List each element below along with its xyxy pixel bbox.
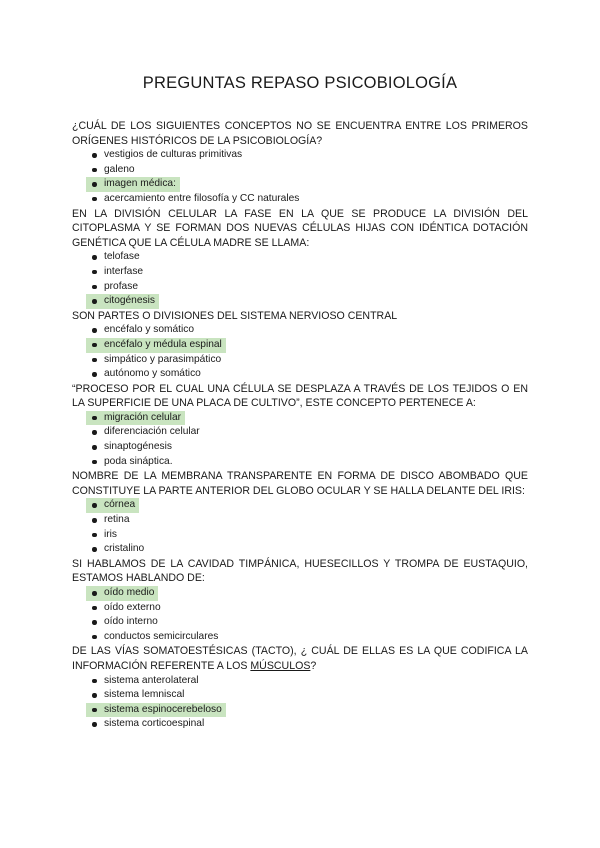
answer-option: cristalino xyxy=(90,542,528,557)
question-block-4 xyxy=(72,382,528,470)
answer-option: interfase xyxy=(90,265,528,280)
answer-option: sistema anterolateral xyxy=(90,674,528,689)
answer-option: sistema lemniscal xyxy=(90,688,528,703)
answer-option: sinaptogénesis xyxy=(90,440,528,455)
answer-option-correct: imagen médica: xyxy=(90,177,528,192)
document-title: PREGUNTAS REPASO PSICOBIOLOGÍA xyxy=(142,74,458,92)
question-text: DE LAS VÍAS SOMATOESTÉSICAS (TACTO), ¿ CUÁL DE ELLAS ES LA QUE CODIFICA LA INFORMACIÓN REFERENTE A LOS MÚSCULOS? xyxy=(72,645,528,672)
answer-list xyxy=(72,250,528,308)
answer-option: acercamiento entre filosofía y CC naturales xyxy=(90,192,528,207)
answer-option-correct: migración celular xyxy=(90,411,528,426)
question-block-6 xyxy=(72,557,528,645)
answer-option: oído externo xyxy=(90,601,528,616)
answer-option: poda sináptica. xyxy=(90,455,528,470)
answer-option: autónomo y somático xyxy=(90,367,528,382)
answer-list xyxy=(72,323,528,381)
answer-list xyxy=(72,674,528,732)
answer-list xyxy=(72,586,528,644)
answer-option: diferenciación celular xyxy=(90,425,528,440)
answer-option-correct: encéfalo y médula espinal xyxy=(90,338,528,353)
answer-option: conductos semicirculares xyxy=(90,630,528,645)
question-block-5 xyxy=(72,469,528,557)
answer-option-correct: oído medio xyxy=(90,586,528,601)
answer-option: galeno xyxy=(90,163,528,178)
answer-list xyxy=(72,498,528,556)
answer-option: vestigios de culturas primitivas xyxy=(90,148,528,163)
question-text: SON PARTES O DIVISIONES DEL SISTEMA NERVIOSO CENTRAL xyxy=(72,309,398,322)
answer-list xyxy=(72,148,528,206)
answer-list xyxy=(72,411,528,469)
question-block-1 xyxy=(72,119,528,207)
answer-option: retina xyxy=(90,513,528,528)
question-text: EN LA DIVISIÓN CELULAR LA FASE EN LA QUE SE PRODUCE LA DIVISIÓN DEL CITOPLASMA Y SE FORMAN DOS NUEVAS CÉLULAS HIJAS CON IDÉNTICA DOTACIÓN GENÉTICA QUE LA CÉLULA MADRE SE LLAMA: xyxy=(72,207,528,249)
question-text: SI HABLAMOS DE LA CAVIDAD TIMPÁNICA, HUESECILLOS Y TROMPA DE EUSTAQUIO, ESTAMOS HABLANDO DE: xyxy=(72,557,528,585)
answer-option: simpático y parasimpático xyxy=(90,353,528,368)
question-text: NOMBRE DE LA MEMBRANA TRANSPARENTE EN FORMA DE DISCO ABOMBADO QUE CONSTITUYE LA PARTE ANTERIOR DEL GLOBO OCULAR Y SE HALLA DELANTE DEL IRIS: xyxy=(72,470,528,497)
question-text: “PROCESO POR EL CUAL UNA CÉLULA SE DESPLAZA A TRAVÉS DE LOS TEJIDOS O EN LA SUPERFICIE DE UNA PLACA DE CULTIVO”, ESTE CONCEPTO PERTENECE A: xyxy=(72,382,528,410)
answer-option-correct: sistema espinocerebeloso xyxy=(90,703,528,718)
question-block-3 xyxy=(72,309,528,382)
answer-option: iris xyxy=(90,528,528,543)
answer-option: sistema corticoespinal xyxy=(90,717,528,732)
question-block-7 xyxy=(72,644,528,732)
answer-option: encéfalo y somático xyxy=(90,323,528,338)
answer-option-correct: córnea xyxy=(90,498,528,513)
answer-option: telofase xyxy=(90,250,528,265)
question-block-2 xyxy=(72,207,528,309)
answer-option: profase xyxy=(90,280,528,295)
underlined-term: MÚSCULOS xyxy=(250,659,311,672)
answer-option-correct: citogénesis xyxy=(90,294,528,309)
answer-option: oído interno xyxy=(90,615,528,630)
question-text: ¿CUÁL DE LOS SIGUIENTES CONCEPTOS NO SE ENCUENTRA ENTRE LOS PRIMEROS ORÍGENES HISTÓRICOS DE LA PSICOBIOLOGÍA? xyxy=(72,120,528,147)
